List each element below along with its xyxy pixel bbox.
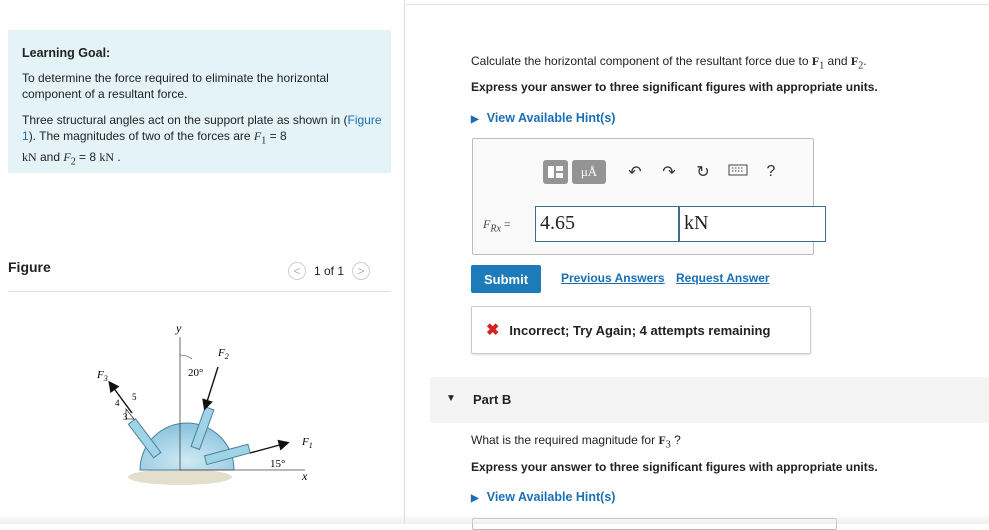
f3-subscript: 3 [665, 439, 671, 451]
learning-goal-panel [8, 30, 391, 173]
f2-subscript: 2 [858, 60, 864, 72]
next-figure-button[interactable]: > [352, 262, 370, 280]
answer-label-equals: = [500, 217, 511, 231]
answer-value-input[interactable]: 4.65 [535, 206, 679, 242]
figure-title: Figure [8, 259, 51, 275]
question-text: What is the required magnitude for [471, 433, 659, 447]
keyboard-icon[interactable] [728, 163, 746, 181]
part-a-hint-toggle[interactable] [471, 111, 615, 125]
prev-figure-button[interactable]: < [288, 262, 306, 280]
f1-value: = 8 [266, 129, 287, 143]
answer-label [483, 217, 511, 234]
f3-label: $F_3$ [97, 369, 108, 383]
panel-divider [404, 0, 405, 524]
part-a-instruction: Express your answer to three significant figures with appropriate units. [471, 80, 878, 94]
plate-shadow [128, 469, 232, 485]
statement-text: Three structural angles act on the support plate as shown in ( [22, 113, 348, 127]
f3-arrow [110, 383, 132, 413]
caret-down-icon: ▼ [446, 393, 456, 404]
feedback-message [471, 306, 811, 354]
answer-label-symbol: F [483, 217, 491, 231]
hint-label: View Available Hint(s) [486, 490, 616, 504]
problem-statement [22, 112, 382, 171]
previous-answers-link[interactable]: Previous Answers [561, 271, 665, 285]
figure-link[interactable]: Figure 1 [22, 113, 382, 143]
f1-subscript: 1 [261, 135, 267, 147]
f2-label: $F_2$ [218, 347, 229, 361]
error-x-icon: ✖ [486, 322, 500, 339]
f1-symbol: F [253, 129, 262, 143]
f1-label: $F_1$ [302, 436, 313, 450]
slope-4: 4 [115, 398, 120, 408]
question-text: Calculate the horizontal component of the resultant force due to [471, 54, 812, 68]
question-end: ? [670, 433, 681, 447]
undo-icon[interactable]: ↶ [628, 164, 642, 181]
f1-symbol: F [811, 54, 820, 68]
help-icon[interactable]: ? [766, 163, 776, 180]
caret-right-icon: ▶ [471, 493, 479, 504]
f1-subscript: 1 [819, 60, 825, 72]
reset-icon[interactable]: ↻ [696, 164, 710, 181]
part-a-question [471, 54, 867, 71]
part-b-hint-toggle[interactable] [471, 490, 615, 504]
f2-subscript: 2 [70, 156, 76, 168]
learning-goal-title: Learning Goal: [22, 46, 111, 60]
hint-label: View Available Hint(s) [486, 111, 616, 125]
unit-kn: kN [22, 150, 37, 165]
angle-arc-20 [180, 355, 192, 359]
unit-kn: kN [99, 150, 115, 165]
slope-3: 3 [123, 412, 128, 422]
and-text: and [824, 54, 851, 68]
support-plate-figure [80, 315, 320, 500]
f3-symbol: F [658, 433, 666, 447]
angle-20-label: 20° [188, 367, 204, 379]
slope-5: 5 [132, 392, 137, 402]
request-answer-link[interactable]: Request Answer [676, 271, 770, 285]
f2-value: = 8 [75, 150, 100, 165]
figure-divider [8, 291, 390, 292]
f2-symbol: F [63, 150, 71, 165]
and-text: and [36, 150, 64, 165]
angle-15-label: 15° [270, 458, 286, 470]
units-button[interactable]: μÅ [572, 160, 606, 184]
x-label: x [302, 469, 308, 483]
submit-button[interactable]: Submit [471, 265, 541, 293]
f2-symbol: F [850, 54, 859, 68]
templates-button[interactable] [543, 160, 568, 184]
template-icon [543, 160, 568, 184]
math-toolbar [543, 160, 780, 184]
bottom-fade [0, 514, 989, 524]
figure-page-count: 1 of 1 [314, 264, 345, 278]
f2-arrow [205, 367, 218, 408]
part-b-header[interactable] [430, 377, 989, 423]
period: . [114, 150, 121, 165]
caret-right-icon: ▶ [471, 114, 479, 125]
top-divider [405, 4, 989, 5]
f1-arrow [250, 443, 287, 453]
answer-label-subscript: Rx [490, 223, 501, 235]
force-diagram [80, 315, 320, 495]
part-b-instruction: Express your answer to three significant figures with appropriate units. [471, 460, 878, 474]
feedback-text: Incorrect; Try Again; 4 attempts remaining [509, 322, 771, 338]
part-b-question [471, 433, 681, 450]
answer-unit-input[interactable]: kN [679, 206, 826, 242]
y-label: y [176, 321, 182, 335]
answer-box [472, 138, 814, 255]
learning-goal-text: To determine the force required to eliminate the horizontal component of a resultant force. [22, 71, 329, 101]
part-b-label: Part B [473, 392, 512, 407]
statement-text: ). The magnitudes of two of the forces are [28, 129, 254, 143]
figure-pager [288, 262, 370, 280]
keyboard-shape [728, 164, 748, 176]
question-end: . [863, 54, 867, 68]
redo-icon[interactable]: ↷ [662, 164, 676, 181]
